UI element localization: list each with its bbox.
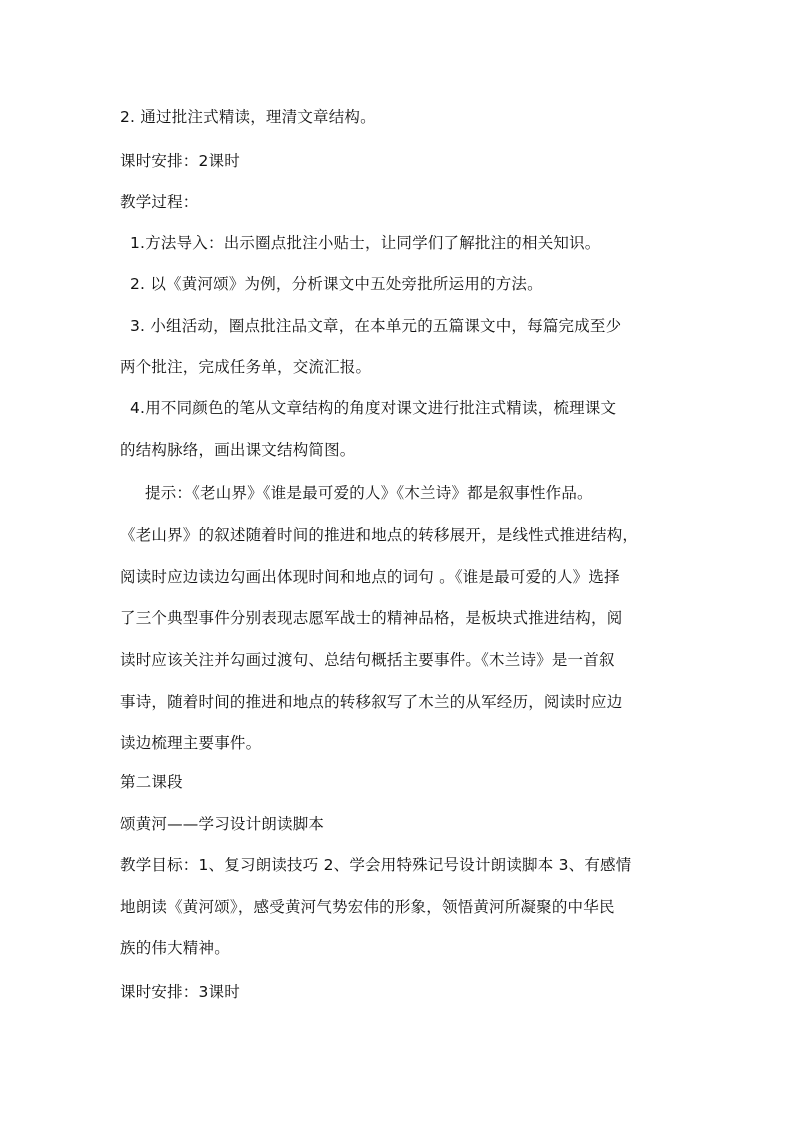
goals-line-2: 地朗读《黄河颂》，感受黄河气势宏伟的形象，领悟黄河所凝聚的中华民 xyxy=(120,898,615,916)
process-step-4-line-2: 的结构脉络，画出课文结构简图。 xyxy=(120,441,356,459)
hint-line-2: 《老山界》的叙述随着时间的推进和地点的转移展开，是线性式推进结构， xyxy=(120,526,639,544)
schedule-line-2: 课时安排：3课时 xyxy=(120,983,240,1001)
process-step-3-line-1: 3. 小组活动，圈点批注品文章，在本单元的五篇课文中，每篇完成至少 xyxy=(130,317,622,335)
section-heading: 第二课段 xyxy=(120,773,183,791)
hint-line-3: 阅读时应边读边勾画出体现时间和地点的词句 。《谁是最可爱的人》选择 xyxy=(120,568,620,586)
goals-line-3: 族的伟大精神。 xyxy=(120,939,230,957)
schedule-line-1: 课时安排：2课时 xyxy=(120,152,240,170)
hint-line-4: 了三个典型事件分别表现志愿军战士的精神品格，是板块式推进结构，阅 xyxy=(120,609,623,627)
process-step-3-line-2: 两个批注，完成任务单，交流汇报。 xyxy=(120,358,372,376)
objective-item-2: 2. 通过批注式精读，理清文章结构。 xyxy=(120,108,376,126)
process-step-1: 1.方法导入：出示圈点批注小贴士，让同学们了解批注的相关知识。 xyxy=(130,234,601,252)
process-step-2: 2. 以《黄河颂》为例，分析课文中五处旁批所运用的方法。 xyxy=(130,275,543,293)
goals-line-1: 教学目标：1、复习朗读技巧 2、学会用特殊记号设计朗读脚本 3、有感情 xyxy=(120,856,632,874)
process-step-4-line-1: 4.用不同颜色的笔从文章结构的角度对课文进行批注式精读，梳理课文 xyxy=(130,399,617,417)
hint-line-5: 读时应该关注并勾画过渡句、总结句概括主要事件。《木兰诗》是一首叙 xyxy=(120,651,615,669)
process-heading: 教学过程： xyxy=(120,193,199,211)
section-title: 颂黄河——学习设计朗读脚本 xyxy=(120,815,325,833)
hint-line-6: 事诗，随着时间的推进和地点的转移叙写了木兰的从军经历，阅读时应边 xyxy=(120,693,623,711)
hint-line-1: 提示：《老山界》《谁是最可爱的人》《木兰诗》都是叙事性作品。 xyxy=(145,484,593,502)
hint-line-7: 读边梳理主要事件。 xyxy=(120,734,262,752)
